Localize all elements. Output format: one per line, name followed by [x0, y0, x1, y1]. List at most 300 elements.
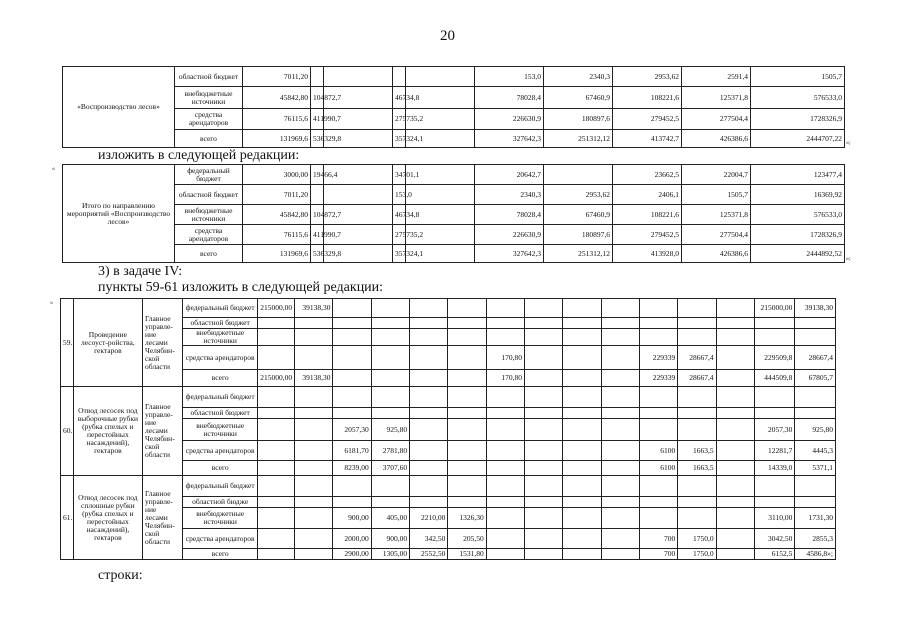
value-cell	[563, 497, 601, 508]
value-cell	[795, 497, 836, 508]
value-cell: 28667,4	[678, 370, 716, 387]
value-cell: 3000,00	[243, 165, 311, 185]
value-cell	[601, 529, 639, 549]
value-cell: 78028,4	[475, 205, 544, 225]
value-cell	[311, 67, 324, 87]
value-cell	[525, 508, 563, 529]
table-row	[63, 130, 845, 148]
value-cell	[486, 408, 524, 419]
value-cell: 413928,0	[613, 245, 682, 263]
table2-open-mark: «	[52, 166, 55, 172]
value-cell: 67460,9	[544, 87, 613, 109]
value-cell: 2444707,22	[751, 130, 845, 148]
funding-source: всего	[175, 245, 243, 263]
value-cell	[795, 408, 836, 419]
funding-source: федеральный бюджет	[175, 165, 243, 185]
value-cell	[257, 408, 294, 419]
value-cell	[333, 318, 371, 329]
value-cell: 6100	[639, 461, 677, 476]
value-cell	[393, 67, 406, 87]
funding-source: всего	[183, 549, 258, 560]
value-cell: 76115,6	[243, 109, 311, 130]
value-cell	[716, 318, 754, 329]
value-cell	[448, 299, 486, 318]
value-cell: 2953,62	[544, 185, 613, 205]
table1-end-mark: »;	[846, 140, 851, 146]
value-cell: 5371,1	[795, 461, 836, 476]
value-cell	[563, 461, 601, 476]
edit-instruction-1: изложить в следующей редакции:	[98, 148, 300, 163]
funding-source: федеральный бюджет	[183, 476, 258, 497]
value-cell	[525, 318, 563, 329]
value-cell	[563, 318, 601, 329]
value-cell	[448, 370, 486, 387]
value-cell	[639, 408, 677, 419]
value-cell: 12281,7	[754, 441, 794, 461]
value-cell: 576533,0	[751, 205, 845, 225]
value-cell: 28667,4	[678, 346, 716, 370]
value-cell	[486, 387, 524, 408]
table-row	[63, 245, 845, 263]
value-cell	[716, 329, 754, 346]
value-cell	[410, 329, 448, 346]
table-row	[63, 67, 845, 87]
value-cell	[295, 549, 333, 560]
value-cell	[525, 299, 563, 318]
value-cell: 251312,12	[544, 245, 613, 263]
value-cell: 1531,80	[448, 549, 486, 560]
value-cell	[371, 387, 409, 408]
value-cell: 1326,30	[448, 508, 486, 529]
measures-59-61-table	[60, 298, 836, 560]
value-cell: 1750,0	[678, 549, 716, 560]
value-cell	[486, 299, 524, 318]
value-cell	[716, 508, 754, 529]
value-cell: 405,00	[371, 508, 409, 529]
value-cell	[601, 549, 639, 560]
value-cell	[448, 441, 486, 461]
value-cell	[410, 408, 448, 419]
value-cell: 153,0	[475, 67, 544, 87]
value-cell	[295, 476, 333, 497]
table2-end-mark: »;	[846, 256, 851, 262]
value-cell: 342,50	[410, 529, 448, 549]
value-cell: 67460,9	[544, 205, 613, 225]
value-cell	[448, 387, 486, 408]
value-cell: 170,80	[486, 346, 524, 370]
value-cell	[678, 387, 716, 408]
value-cell	[525, 370, 563, 387]
value-cell	[563, 419, 601, 441]
value-cell	[333, 329, 371, 346]
value-cell: 8239,00	[333, 461, 371, 476]
value-cell: 327642,3	[475, 130, 544, 148]
value-cell: 426386,6	[682, 245, 751, 263]
value-cell	[601, 299, 639, 318]
rows-line: строки:	[98, 568, 143, 583]
value-cell: 1731,30	[795, 508, 836, 529]
value-cell: 2855,3	[795, 529, 836, 549]
value-cell	[486, 441, 524, 461]
task-line: 3) в задаче IV:	[98, 264, 183, 279]
value-cell	[563, 441, 601, 461]
value-cell	[563, 508, 601, 529]
funding-source: федеральный бюджет	[183, 387, 258, 408]
measure-number: 61.	[61, 476, 74, 560]
value-cell	[795, 476, 836, 497]
value-cell	[716, 408, 754, 419]
value-cell	[601, 419, 639, 441]
value-cell	[295, 441, 333, 461]
value-cell	[410, 387, 448, 408]
value-cell	[563, 370, 601, 387]
value-cell	[754, 408, 794, 419]
value-cell: 67805,7	[795, 370, 836, 387]
value-cell	[563, 549, 601, 560]
measure-name: Проведение лесоуст-ройства, гектаров	[73, 299, 142, 387]
value-cell	[795, 387, 836, 408]
value-cell: 411990,7	[311, 225, 324, 245]
value-cell: 2781,80	[371, 441, 409, 461]
value-cell: 19466,4	[311, 165, 324, 185]
funding-source: внебюджетные источники	[183, 419, 258, 441]
value-cell	[716, 529, 754, 549]
value-cell	[525, 549, 563, 560]
value-cell	[754, 476, 794, 497]
value-cell: 1750,0	[678, 529, 716, 549]
value-cell: 108221,6	[613, 205, 682, 225]
value-cell: 444509,8	[754, 370, 794, 387]
value-cell: 357324,1	[393, 245, 406, 263]
value-cell	[371, 497, 409, 508]
table-row	[63, 185, 845, 205]
value-cell	[639, 329, 677, 346]
value-cell: 46734,8	[393, 87, 406, 109]
value-cell: 4445,3	[795, 441, 836, 461]
value-cell	[563, 408, 601, 419]
value-cell	[410, 497, 448, 508]
value-cell	[525, 529, 563, 549]
value-cell	[716, 419, 754, 441]
value-cell	[295, 508, 333, 529]
value-cell	[716, 549, 754, 560]
table-row	[61, 299, 836, 318]
value-cell	[795, 329, 836, 346]
value-cell	[678, 508, 716, 529]
value-cell	[639, 299, 677, 318]
value-cell: 900,00	[333, 508, 371, 529]
value-cell: 104872,7	[311, 205, 324, 225]
value-cell	[795, 318, 836, 329]
value-cell	[601, 370, 639, 387]
value-cell: 23662,5	[613, 165, 682, 185]
value-cell: 229509,8	[754, 346, 794, 370]
value-cell	[295, 529, 333, 549]
funding-source: федеральный бюджет	[183, 299, 258, 318]
value-cell: 357324,1	[393, 130, 406, 148]
value-cell	[410, 441, 448, 461]
measure-number: 59.	[61, 299, 74, 387]
value-cell: 34701,1	[393, 165, 406, 185]
value-cell	[525, 408, 563, 419]
value-cell: 45842,80	[243, 87, 311, 109]
value-cell	[324, 67, 393, 87]
value-cell	[639, 508, 677, 529]
table-row	[61, 387, 836, 408]
value-cell	[678, 476, 716, 497]
value-cell: 39138,30	[295, 299, 333, 318]
value-cell	[486, 419, 524, 441]
value-cell: 536329,8	[311, 130, 324, 148]
points-line: пункты 59-61 изложить в следующей редакции:	[98, 280, 384, 295]
executor: Главное управле-ние лесами Челябин-ской области	[142, 299, 182, 387]
value-cell: 46734,8	[393, 205, 406, 225]
value-cell	[601, 476, 639, 497]
value-cell	[257, 318, 294, 329]
value-cell	[295, 387, 333, 408]
value-cell	[678, 329, 716, 346]
value-cell: 1728326,9	[751, 225, 845, 245]
value-cell: 900,00	[371, 529, 409, 549]
value-cell	[371, 370, 409, 387]
value-cell: 7011,20	[243, 185, 311, 205]
value-cell: 277504,4	[682, 109, 751, 130]
value-cell	[601, 318, 639, 329]
value-cell	[333, 497, 371, 508]
table-row	[61, 476, 836, 497]
value-cell	[333, 387, 371, 408]
executor: Главное управле-ние лесами Челябин-ской области	[142, 476, 182, 560]
value-cell	[410, 476, 448, 497]
value-cell	[371, 329, 409, 346]
direction-name: Итого по направлению мероприятий «Воспроизводство лесов»	[63, 165, 175, 263]
funding-source: внебюджетные источники	[175, 205, 243, 225]
value-cell	[486, 529, 524, 549]
value-cell	[406, 185, 475, 205]
value-cell	[678, 299, 716, 318]
value-cell	[678, 408, 716, 419]
funding-source: областной бюджет	[175, 67, 243, 87]
value-cell: 536329,8	[311, 245, 324, 263]
funding-source: средства арендаторов	[175, 225, 243, 245]
value-cell: 413742,7	[613, 130, 682, 148]
value-cell	[716, 497, 754, 508]
value-cell: 76115,6	[243, 225, 311, 245]
value-cell: 277504,4	[682, 225, 751, 245]
direction-name: «Воспроизводство лесов»	[63, 67, 175, 148]
table-row	[63, 87, 845, 109]
value-cell: 2340,3	[475, 185, 544, 205]
value-cell	[639, 419, 677, 441]
value-cell	[295, 329, 333, 346]
value-cell	[525, 461, 563, 476]
value-cell: 6100	[639, 441, 677, 461]
value-cell	[563, 387, 601, 408]
value-cell	[448, 497, 486, 508]
value-cell	[639, 497, 677, 508]
value-cell	[563, 299, 601, 318]
value-cell	[311, 185, 324, 205]
value-cell	[525, 387, 563, 408]
funding-source: всего	[183, 370, 258, 387]
value-cell	[448, 346, 486, 370]
value-cell	[544, 165, 613, 185]
value-cell	[448, 408, 486, 419]
value-cell: 104872,7	[311, 87, 324, 109]
value-cell	[371, 318, 409, 329]
value-cell: 125371,8	[682, 205, 751, 225]
value-cell	[563, 346, 601, 370]
value-cell	[333, 346, 371, 370]
funding-source: всего	[183, 461, 258, 476]
value-cell	[678, 419, 716, 441]
value-cell: 251312,12	[544, 130, 613, 148]
value-cell	[257, 508, 294, 529]
value-cell: 576533,0	[751, 87, 845, 109]
value-cell	[601, 387, 639, 408]
value-cell	[563, 476, 601, 497]
value-cell: 411990,7	[311, 109, 324, 130]
value-cell	[486, 508, 524, 529]
value-cell: 1505,7	[751, 67, 845, 87]
value-cell	[448, 329, 486, 346]
value-cell: 226630,9	[475, 109, 544, 130]
table-row	[63, 165, 845, 185]
value-cell	[601, 346, 639, 370]
value-cell	[486, 497, 524, 508]
value-cell	[601, 461, 639, 476]
value-cell	[601, 508, 639, 529]
measure-name: Отвод лесосек под сплошные рубки (рубка спелых и перестойных насаждений), гектаров	[73, 476, 142, 560]
value-cell	[448, 419, 486, 441]
value-cell	[716, 476, 754, 497]
value-cell	[639, 318, 677, 329]
value-cell	[333, 370, 371, 387]
value-cell: 131969,6	[243, 245, 311, 263]
value-cell	[754, 329, 794, 346]
value-cell: 279452,5	[613, 109, 682, 130]
value-cell	[525, 497, 563, 508]
value-cell: 327642,3	[475, 245, 544, 263]
value-cell: 1663,5	[678, 461, 716, 476]
value-cell	[371, 476, 409, 497]
value-cell	[525, 476, 563, 497]
value-cell	[371, 346, 409, 370]
measure-number: 60.	[61, 387, 74, 476]
value-cell: 3707,60	[371, 461, 409, 476]
value-cell	[295, 461, 333, 476]
value-cell	[601, 497, 639, 508]
value-cell: 170,80	[486, 370, 524, 387]
value-cell: 3042,50	[754, 529, 794, 549]
value-cell: 205,50	[448, 529, 486, 549]
value-cell: 426386,6	[682, 130, 751, 148]
value-cell: 229339	[639, 346, 677, 370]
value-cell	[486, 329, 524, 346]
value-cell	[295, 408, 333, 419]
value-cell	[257, 529, 294, 549]
value-cell	[525, 419, 563, 441]
value-cell	[257, 419, 294, 441]
value-cell: 6181,70	[333, 441, 371, 461]
funding-source: внебюджетные источники	[175, 87, 243, 109]
table3-open-mark: «	[50, 300, 53, 306]
value-cell	[563, 529, 601, 549]
table-row	[63, 109, 845, 130]
value-cell	[295, 497, 333, 508]
value-cell	[716, 299, 754, 318]
value-cell: 125371,8	[682, 87, 751, 109]
funding-source: областной бюджет	[183, 408, 258, 419]
value-cell	[333, 408, 371, 419]
value-cell: 700	[639, 529, 677, 549]
value-cell	[406, 67, 475, 87]
funding-source: средства арендаторов	[183, 529, 258, 549]
value-cell	[410, 346, 448, 370]
value-cell: 153,0	[393, 185, 406, 205]
value-cell	[678, 318, 716, 329]
value-cell	[324, 185, 393, 205]
value-cell: 16369,92	[751, 185, 845, 205]
value-cell	[716, 387, 754, 408]
value-cell	[754, 387, 794, 408]
funding-source: областной бюдже	[183, 497, 258, 508]
value-cell: 275735,2	[393, 225, 406, 245]
value-cell	[371, 408, 409, 419]
value-cell: 4586,8»;	[795, 549, 836, 560]
value-cell	[410, 299, 448, 318]
value-cell: 123477,4	[751, 165, 845, 185]
value-cell: 925,80	[371, 419, 409, 441]
value-cell	[754, 318, 794, 329]
value-cell: 279452,5	[613, 225, 682, 245]
value-cell	[486, 461, 524, 476]
value-cell: 2210,00	[410, 508, 448, 529]
funding-source: средства арендаторов	[183, 346, 258, 370]
value-cell: 2000,00	[333, 529, 371, 549]
value-cell: 131969,6	[243, 130, 311, 148]
executor: Главное управле-ние лесами Челябин-ской области	[142, 387, 182, 476]
value-cell	[448, 318, 486, 329]
value-cell: 229339	[639, 370, 677, 387]
value-cell	[716, 441, 754, 461]
value-cell	[486, 318, 524, 329]
value-cell	[257, 346, 294, 370]
value-cell: 7011,20	[243, 67, 311, 87]
value-cell	[257, 461, 294, 476]
funding-source: областной бюджет	[175, 185, 243, 205]
value-cell: 2340,3	[544, 67, 613, 87]
value-cell: 1305,00	[371, 549, 409, 560]
value-cell	[410, 419, 448, 441]
value-cell	[295, 419, 333, 441]
value-cell	[601, 408, 639, 419]
value-cell	[295, 346, 333, 370]
value-cell	[601, 329, 639, 346]
value-cell: 28667,4	[795, 346, 836, 370]
value-cell	[716, 346, 754, 370]
value-cell	[371, 299, 409, 318]
value-cell	[333, 476, 371, 497]
value-cell	[525, 441, 563, 461]
value-cell	[448, 461, 486, 476]
funding-source: внебюджетные источники	[183, 329, 258, 346]
funding-source: внебюджетные источники	[183, 508, 258, 529]
value-cell: 215000,00	[754, 299, 794, 318]
value-cell	[486, 549, 524, 560]
funding-source: средства арендаторов	[183, 441, 258, 461]
value-cell: 275735,2	[393, 109, 406, 130]
